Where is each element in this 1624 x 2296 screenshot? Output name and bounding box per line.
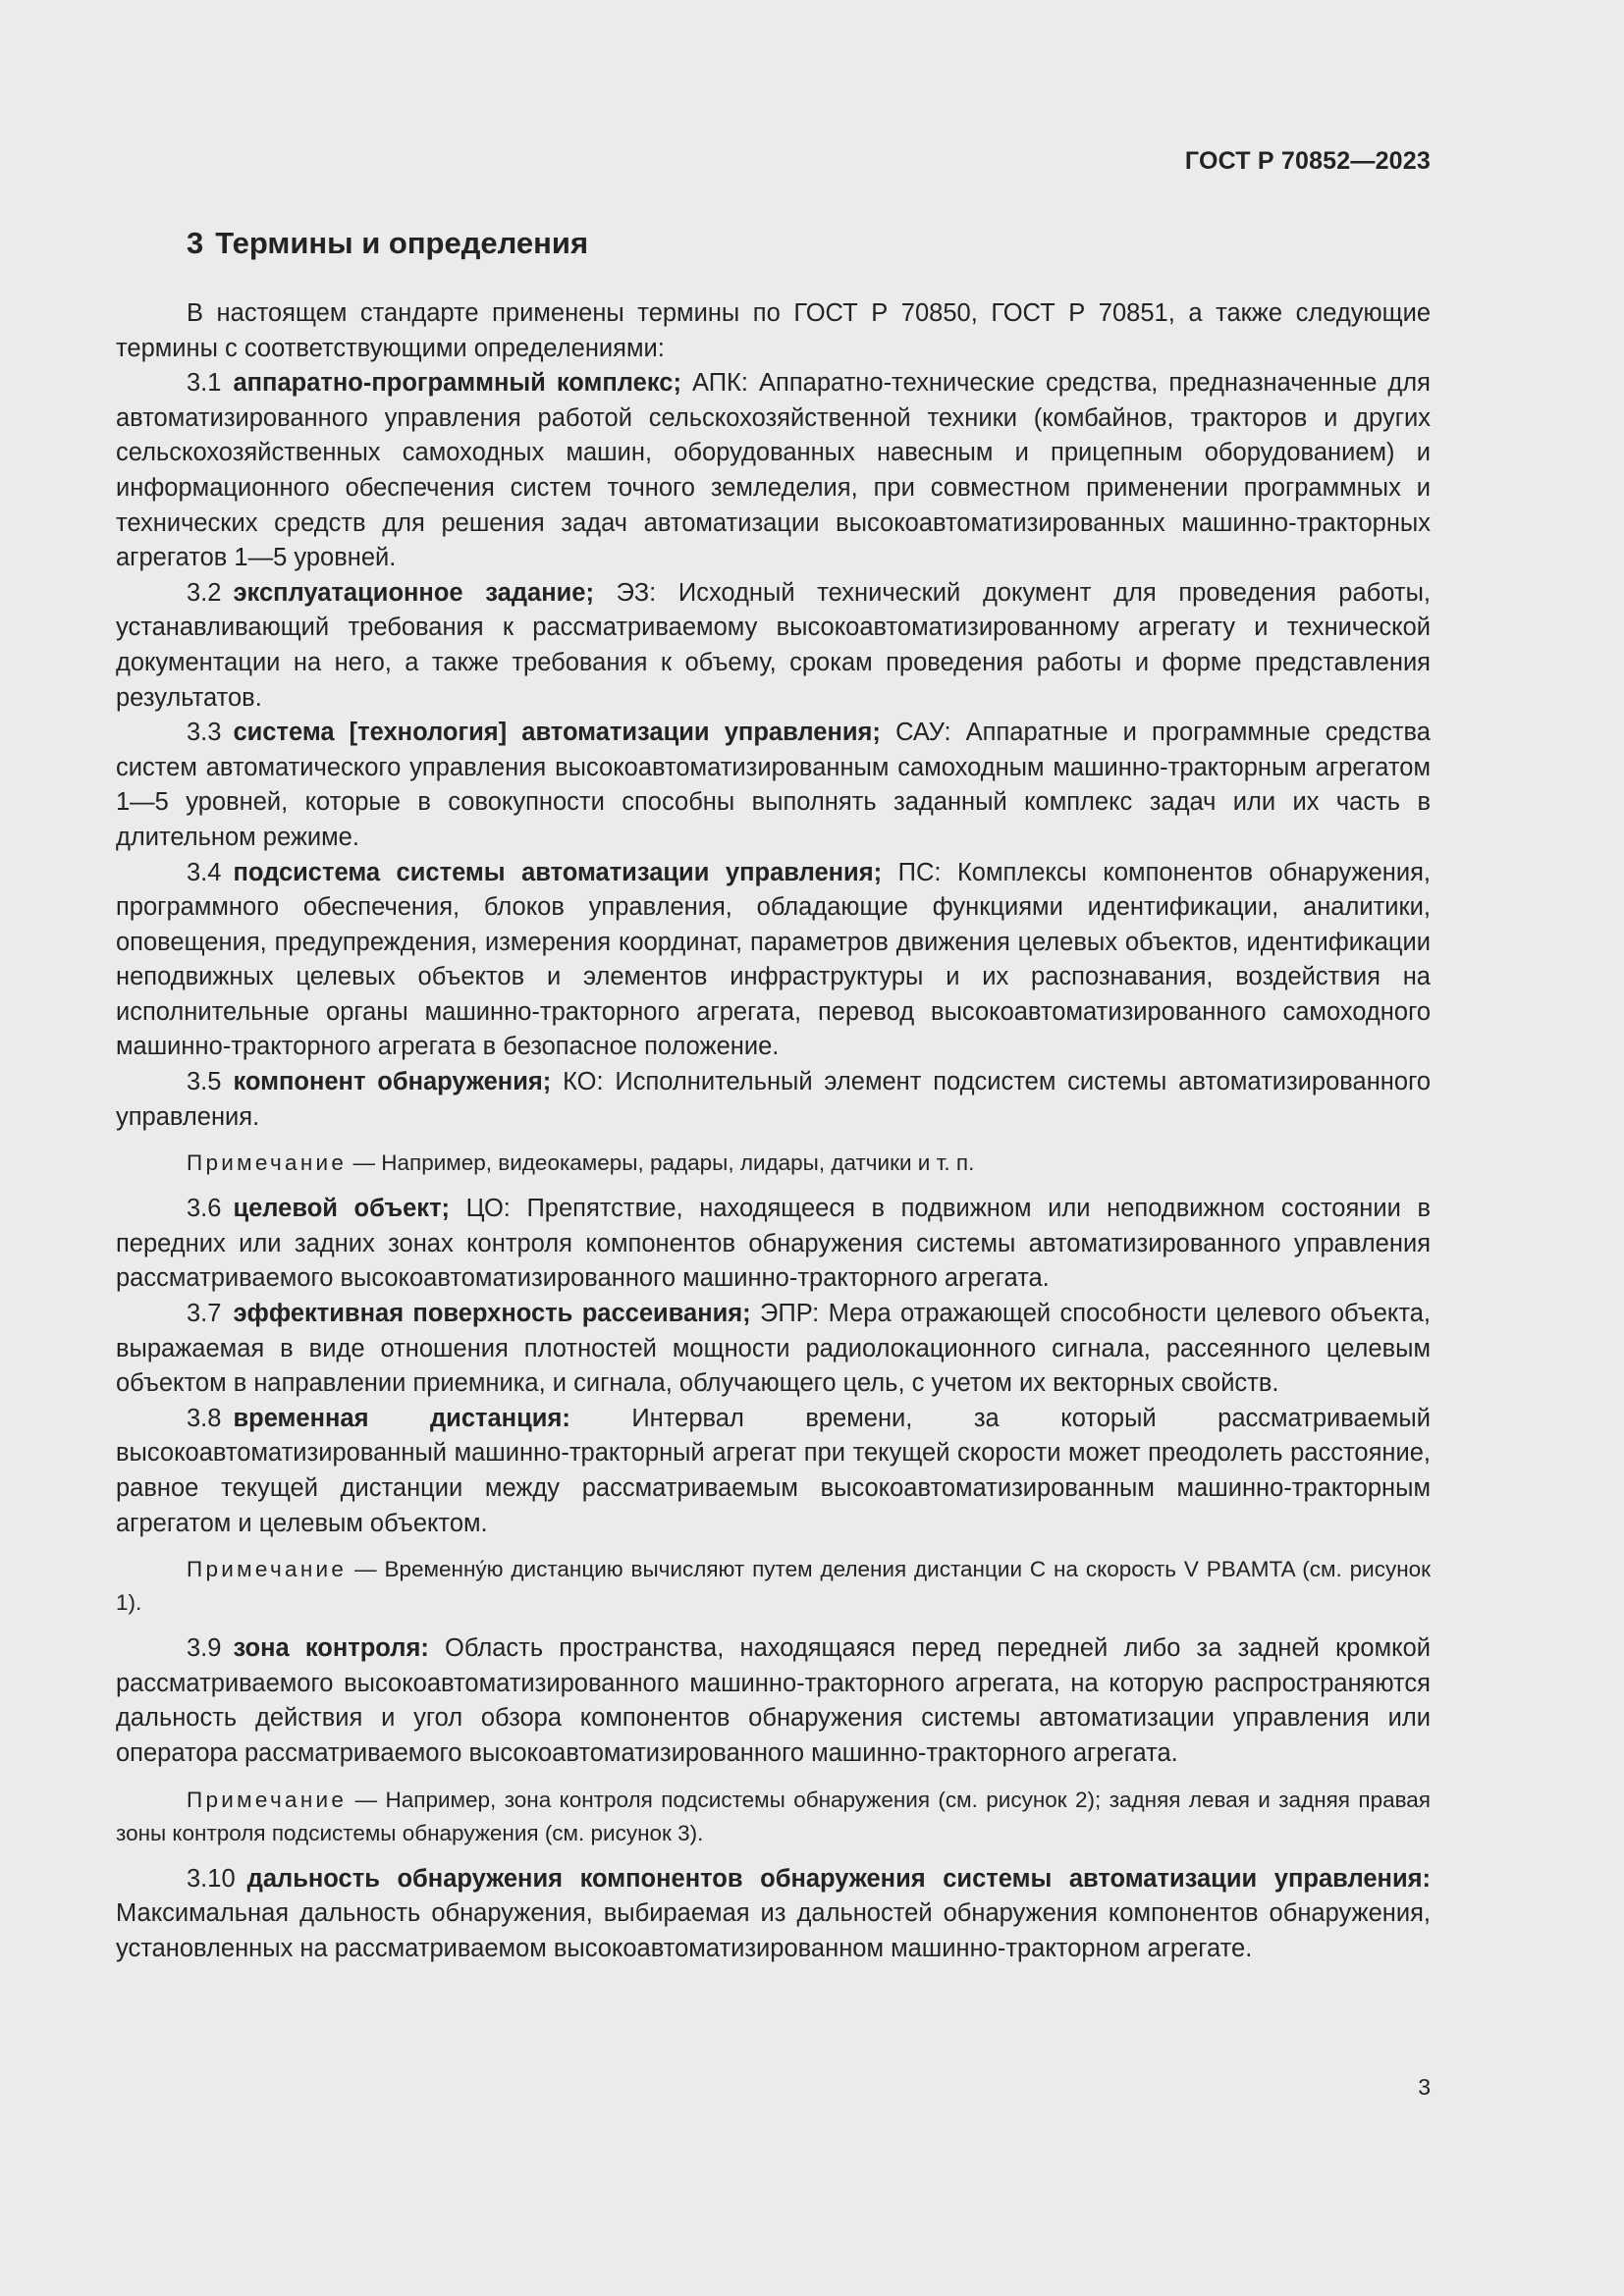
term-name: дальность обнаружения компонентов обнаружения системы автоматизации управления:	[246, 1864, 1431, 1893]
note-label: Примечание	[187, 1150, 348, 1176]
term-number: 3.7	[187, 1300, 222, 1328]
page-number: 3	[1418, 2074, 1431, 2100]
term-name: аппаратно-программный комплекс;	[233, 369, 681, 398]
term-definition: АПК: Аппаратно-технические средства, предназначенные для автоматизированного управления работой сельскохозяйственной техники (комбайнов, тракторов и других сельскохозяйственных самоходных машин, оборудованных навесным и прицепным оборудованием) и информационного обеспечения систем точного земледелия, при совместном применении программных и технических средств для решения задач автоматизации высокоавтоматизированных машинно-тракторных агрегатов 1—5 уровней.	[116, 369, 1431, 572]
term-number: 3.5	[187, 1068, 222, 1096]
term-3-8	[116, 1402, 1431, 1541]
term-definition: ЭЗ: Исходный технический документ для проведения работы, устанавливающий требования к рассматриваемому высокоавтоматизированному агрегату и технической документации на него, а также требования к объему, срокам проведения работы и форме представления результатов.	[116, 578, 1431, 712]
term-definition: САУ: Аппаратные и программные средства систем автоматического управления высокоавтоматизированным самоходным машинно-тракторным агрегатом 1—5 уровней, которые в совокупности способны выполнять заданный комплекс задач или их часть в длительном режиме.	[116, 719, 1431, 851]
note-dash: —	[347, 1787, 386, 1812]
term-3-6	[116, 1192, 1431, 1297]
term-number: 3.6	[187, 1195, 222, 1223]
term-definition: ЦО: Препятствие, находящееся в подвижном или неподвижном состоянии в передних или задних зонах контроля компонентов обнаружения системы автоматизированного управления рассматриваемого высокоавтоматизированного машинно-тракторного агрегата.	[116, 1195, 1431, 1293]
term-3-1	[116, 366, 1431, 576]
intro-paragraph: В настоящем стандарте применены термины по ГОСТ Р 70850, ГОСТ Р 70851, а также следующие термины с соответствующими определениями:	[116, 299, 1431, 362]
term-number: 3.2	[187, 578, 222, 607]
term-definition: Интервал времени, за который рассматриваемый высокоавтоматизированный машинно-тракторный агрегат при текущей скорости может преодолеть расстояние, равное текущей дистанции между рассматриваемым высокоавтоматизированным машинно-тракторным агрегатом и целевым объектом.	[116, 1404, 1431, 1537]
document-header: ГОСТ Р 70852—2023	[1184, 147, 1431, 175]
term-name: эффективная поверхность рассеивания;	[233, 1300, 751, 1328]
section-number: 3	[187, 226, 204, 260]
section-heading	[187, 220, 1431, 267]
term-number: 3.8	[187, 1404, 222, 1432]
note-dash: —	[347, 1150, 382, 1176]
note-text: Например, зона контроля подсистемы обнаружения (см. рисунок 2); задняя левая и задняя правая зоны контроля подсистемы обнаружения (см. рисунок 3).	[116, 1787, 1431, 1845]
term-3-3	[116, 716, 1431, 855]
term-definition: ПС: Комплексы компонентов обнаружения, программного обеспечения, блоков управления, обладающие функциями идентификации, аналитики, оповещения, предупреждения, измерения координат, параметров движения целевых объектов, идентификации неподвижных целевых объектов и элементов инфраструктуры и их распознавания, воздействия на исполнительные органы машинно-тракторного агрегата, перевод высокоавтоматизированного самоходного машинно-тракторного агрегата в безопасное положение.	[116, 858, 1431, 1061]
term-definition: ЭПР: Мера отражающей способности целевого объекта, выражаемая в виде отношения плотностей мощности радиолокационного сигнала, рассеянного целевым объектом в направлении приемника, и сигнала, облучающего цель, с учетом их векторных свойств.	[116, 1300, 1431, 1398]
term-name: временная дистанция:	[233, 1404, 570, 1432]
note-text: Временну́ю дистанцию вычисляют путем деления дистанции С на скорость V PBAMTA (см. рисунок 1).	[116, 1557, 1431, 1616]
term-number: 3.4	[187, 858, 222, 886]
note-label: Примечание	[187, 1557, 348, 1582]
note-dash: —	[347, 1557, 385, 1582]
section-title: Термины и определения	[215, 226, 589, 260]
term-3-7	[116, 1297, 1431, 1402]
term-number: 3.10	[187, 1864, 236, 1893]
note-label: Примечание	[187, 1787, 348, 1812]
term-definition: КО: Исполнительный элемент подсистем системы автоматизированного управления.	[116, 1068, 1431, 1131]
term-name: зона контроля:	[233, 1634, 429, 1663]
term-number: 3.1	[187, 369, 222, 398]
term-name: система [технология] автоматизации управления;	[233, 719, 881, 747]
note-3-8	[116, 1553, 1431, 1620]
term-3-9	[116, 1631, 1431, 1771]
page-content	[116, 220, 1431, 1966]
term-name: компонент обнаружения;	[233, 1068, 552, 1096]
note-3-9	[116, 1784, 1431, 1850]
term-name: целевой объект;	[233, 1195, 451, 1223]
term-3-2	[116, 576, 1431, 716]
note-text: Например, видеокамеры, радары, лидары, датчики и т. п.	[381, 1150, 975, 1176]
term-3-10	[116, 1862, 1431, 1967]
term-definition: Область пространства, находящаяся перед передней либо за задней кромкой рассматриваемого высокоавтоматизированного машинно-тракторного агрегата, на которую распространяются дальность действия и угол обзора компонентов обнаружения системы автоматизации управления или оператора рассматриваемого высокоавтоматизированного машинно-тракторного агрегата.	[116, 1634, 1431, 1767]
term-name: подсистема системы автоматизации управления;	[233, 858, 883, 886]
term-definition: Максимальная дальность обнаружения, выбираемая из дальностей обнаружения компонентов обнаружения, установленных на рассматриваемом высокоавтоматизированном машинно-тракторном агрегате.	[116, 1899, 1431, 1962]
note-3-5	[116, 1147, 1431, 1180]
term-name: эксплуатационное задание;	[233, 578, 594, 607]
term-number: 3.9	[187, 1634, 222, 1663]
term-3-5	[116, 1065, 1431, 1135]
term-number: 3.3	[187, 719, 222, 747]
term-3-4	[116, 856, 1431, 1066]
